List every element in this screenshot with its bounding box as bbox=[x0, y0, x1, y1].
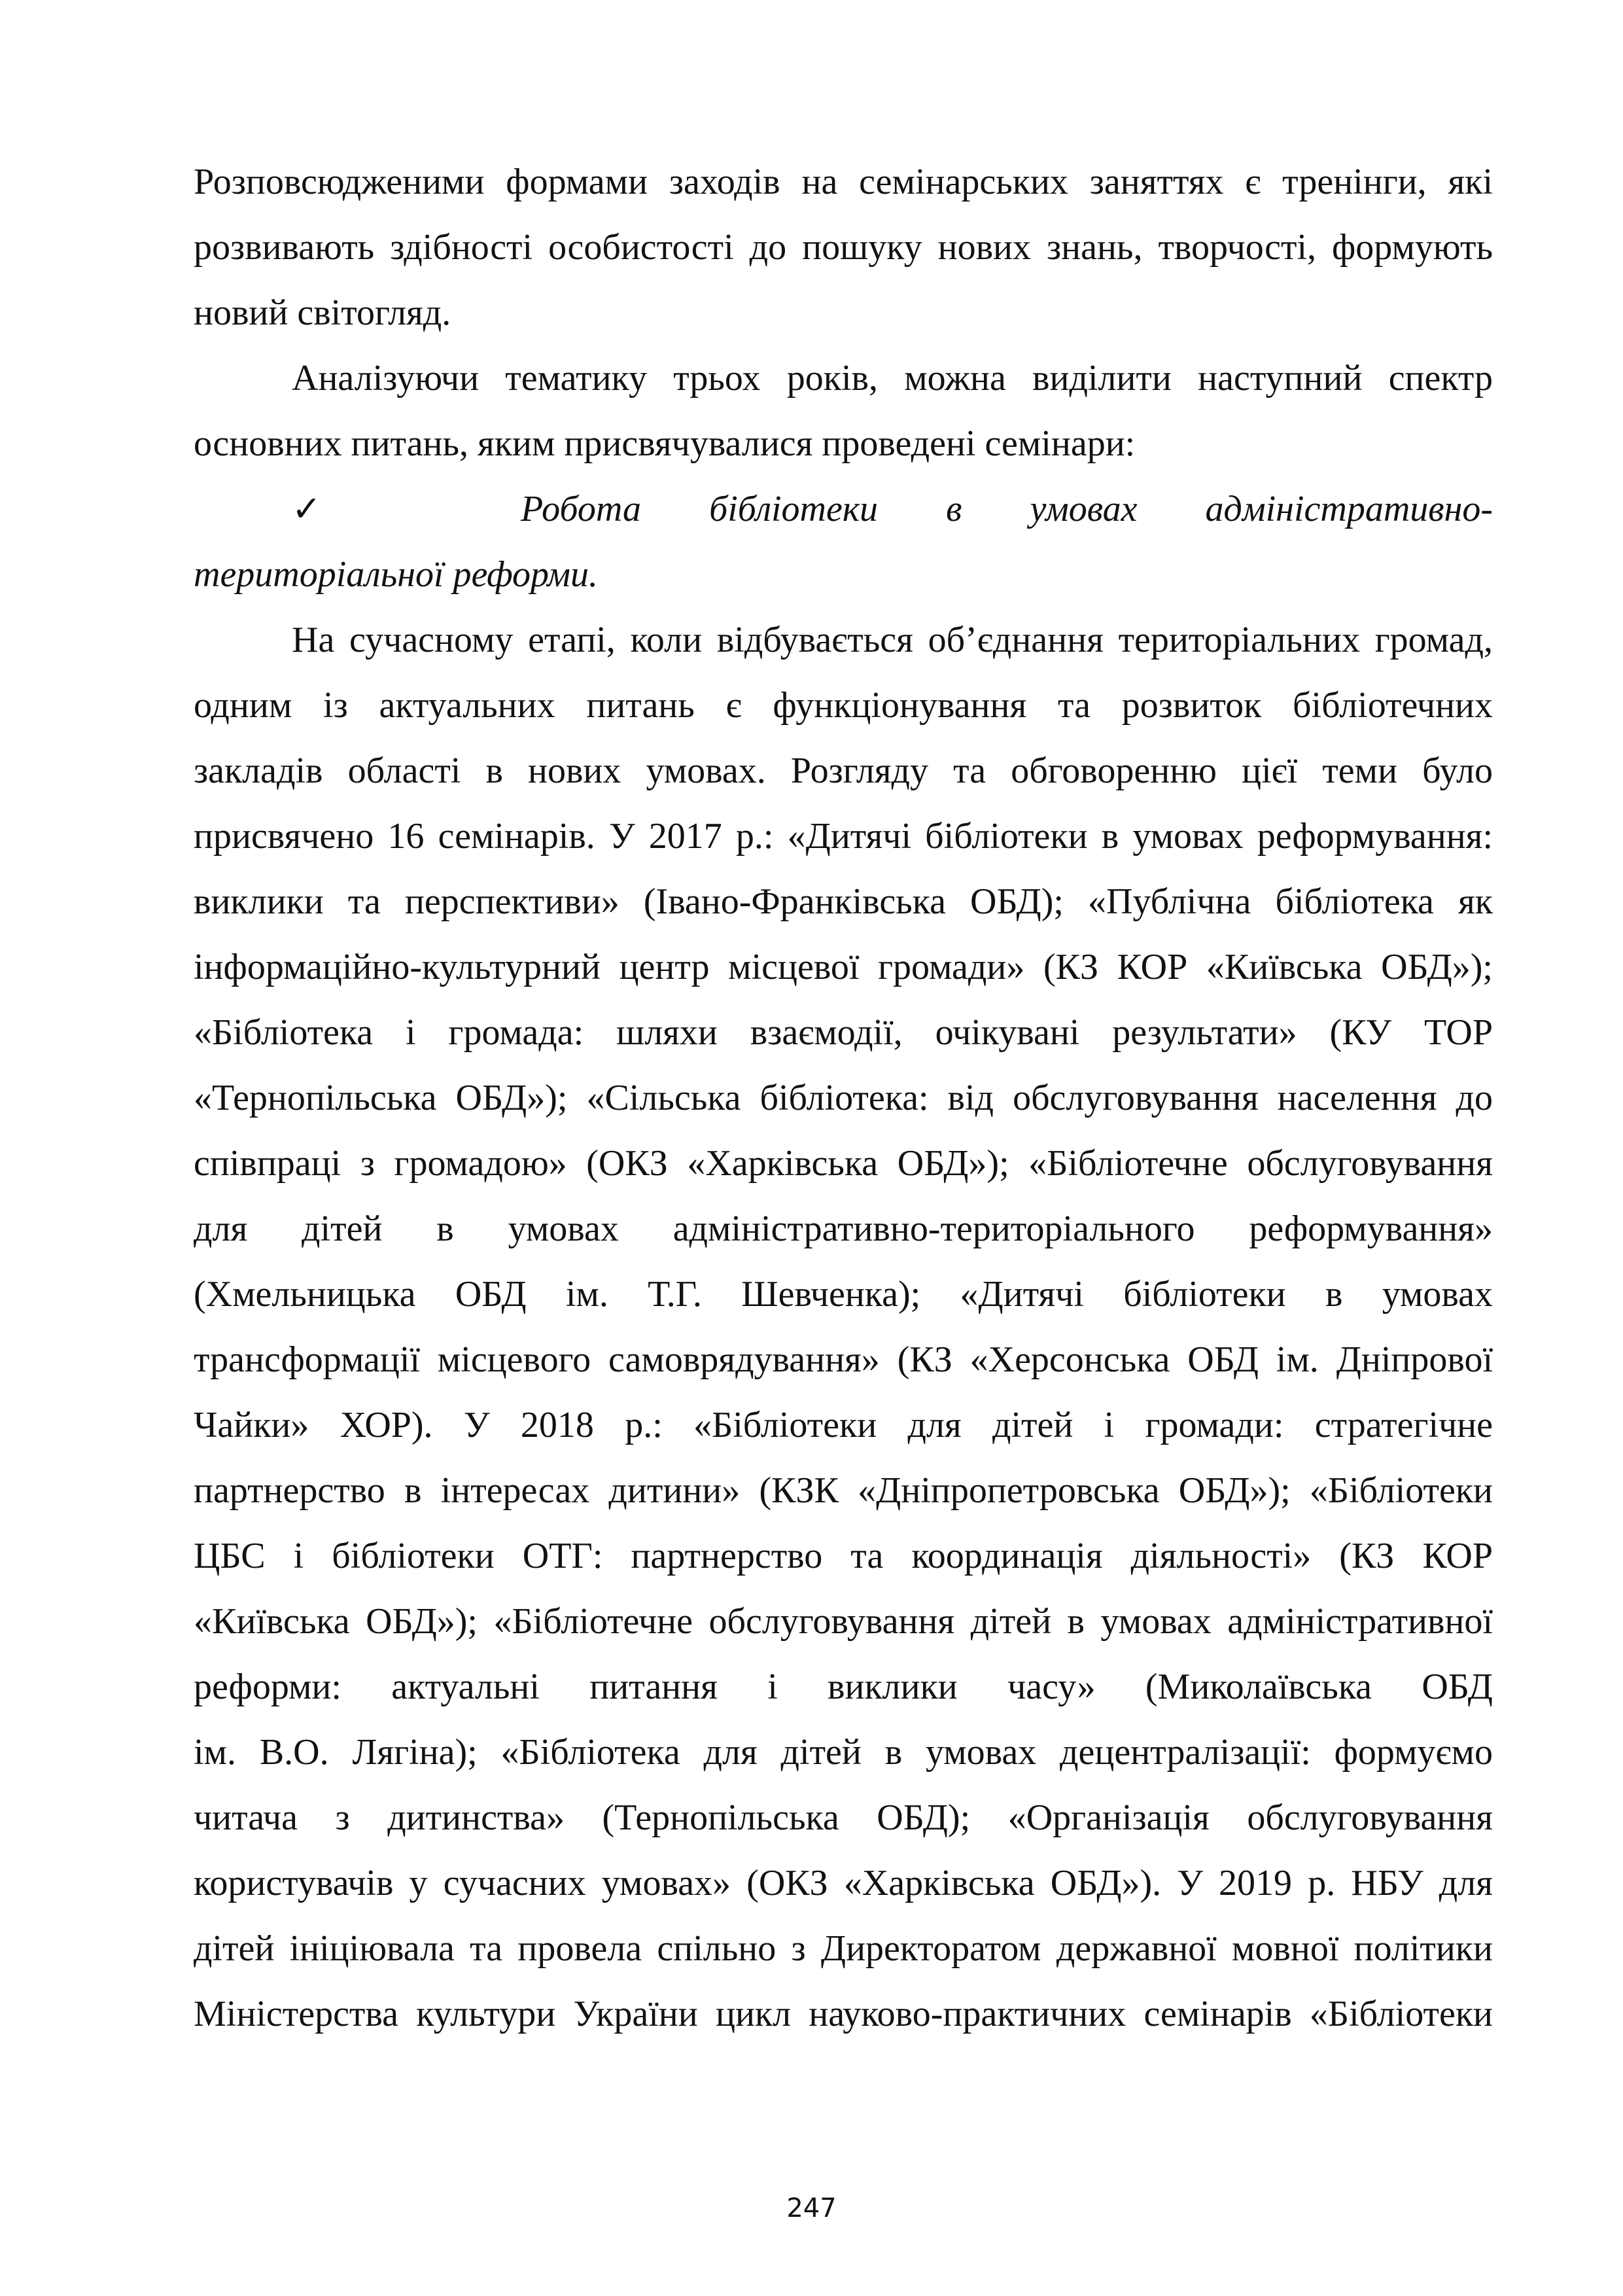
text-line: ім. В.О. Лягіна); «Бібліотека для дітей в умовах децентралізації: формуємо bbox=[194, 1732, 1493, 1773]
text-line: «Київська ОБД»); «Бібліотечне обслуговування дітей в умовах адміністративної bbox=[194, 1601, 1493, 1642]
text-line: читача з дитинства» (Тернопільська ОБД); «Організація обслуговування bbox=[194, 1797, 1493, 1838]
text-line: основних питань, яким присвячувалися проведені семінари: bbox=[194, 423, 1136, 464]
text-line: реформи: актуальні питання і виклики часу» (Миколаївська ОБД bbox=[194, 1667, 1493, 1707]
bullet-text-line bbox=[194, 476, 1493, 542]
paragraph-analysis bbox=[194, 345, 1493, 476]
text-line: (Хмельницька ОБД ім. Т.Г. Шевченка); «Дитячі бібліотеки в умовах bbox=[194, 1274, 1493, 1315]
text-line: Чайки» ХОР). У 2018 р.: «Бібліотеки для дітей і громади: стратегічне bbox=[194, 1405, 1493, 1445]
text-line: На сучасному етапі, коли відбувається об’єднання територіальних громад, bbox=[292, 620, 1493, 660]
bullet-text: Робота бібліотеки в умовах адміністративно- bbox=[521, 489, 1493, 529]
text-line: дітей ініціювала та провела спільно з Директоратом державної мовної політики bbox=[194, 1928, 1493, 1969]
text-line: партнерство в інтересах дитини» (КЗК «Дніпропетровська ОБД»); «Бібліотеки bbox=[194, 1470, 1493, 1511]
text-line: закладів області в нових умовах. Розгляду та обговоренню цієї теми було bbox=[194, 751, 1493, 791]
text-line: ЦБС і бібліотеки ОТГ: партнерство та координація діяльності» (КЗ КОР bbox=[194, 1536, 1493, 1576]
document-body bbox=[194, 149, 1493, 2047]
text-line: присвячено 16 семінарів. У 2017 р.: «Дитячі бібліотеки в умовах реформування: bbox=[194, 816, 1493, 857]
text-line: Міністерства культури України цикл науково-практичних семінарів «Бібліотеки bbox=[194, 1994, 1493, 2034]
paragraph-main bbox=[194, 607, 1493, 2047]
text-line: виклики та перспективи» (Івано-Франківська ОБД); «Публічна бібліотека як bbox=[194, 881, 1493, 922]
text-line: трансформації місцевого самоврядування» (КЗ «Херсонська ОБД ім. Дніпрової bbox=[194, 1339, 1493, 1380]
text-line: користувачів у сучасних умовах» (ОКЗ «Харківська ОБД»). У 2019 р. НБУ для bbox=[194, 1863, 1493, 1903]
text-line: «Бібліотека і громада: шляхи взаємодії, очікувані результати» (КУ ТОР bbox=[194, 1012, 1493, 1053]
text-line: територіальної реформи. bbox=[194, 554, 598, 595]
text-line: одним із актуальних питань є функціонування та розвиток бібліотечних bbox=[194, 685, 1493, 726]
text-line: Аналізуючи тематику трьох років, можна виділити наступний спектр bbox=[292, 358, 1493, 398]
text-line: співпраці з громадою» (ОКЗ «Харківська ОБД»); «Бібліотечне обслуговування bbox=[194, 1143, 1493, 1184]
text-line: Розповсюдженими формами заходів на семінарських заняттях є тренінги, які bbox=[194, 162, 1493, 202]
page-number: 247 bbox=[786, 2193, 837, 2223]
text-line: розвивають здібності особистості до пошуку нових знань, творчості, формують bbox=[194, 227, 1493, 268]
bullet-item bbox=[194, 476, 1493, 607]
text-line: «Тернопільська ОБД»); «Сільська бібліотека: від обслуговування населення до bbox=[194, 1078, 1493, 1118]
checkmark-icon: ✓ bbox=[292, 488, 322, 529]
text-line: інформаційно-культурний центр місцевої громади» (КЗ КОР «Київська ОБД»); bbox=[194, 947, 1493, 987]
paragraph-intro bbox=[194, 149, 1493, 345]
text-line: для дітей в умовах адміністративно-територіального реформування» bbox=[194, 1209, 1493, 1249]
text-line: новий світогляд. bbox=[194, 292, 451, 333]
